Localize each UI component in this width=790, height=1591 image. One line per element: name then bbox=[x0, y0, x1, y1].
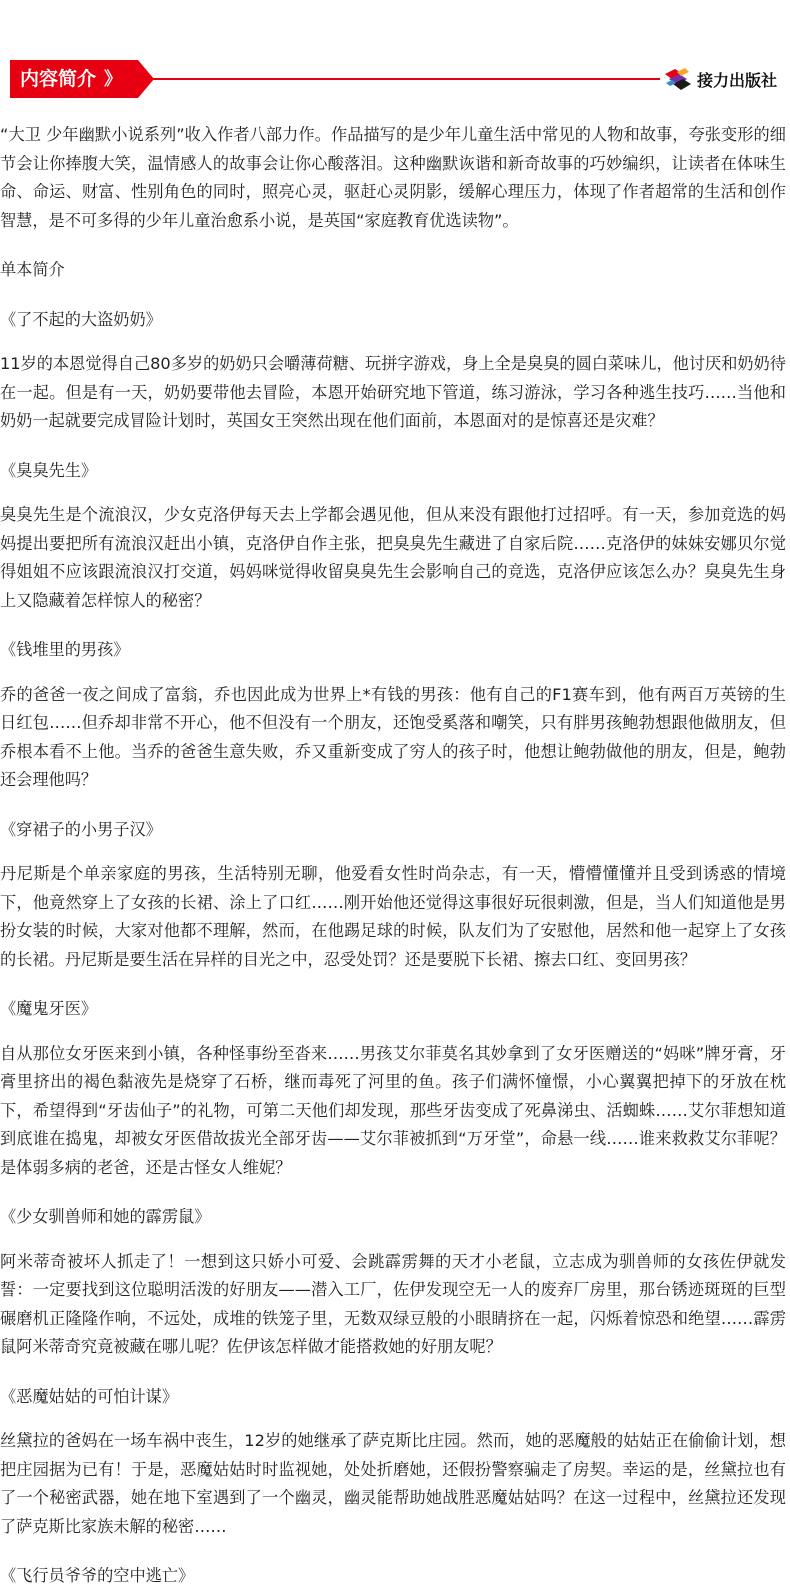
book-title: 《少女驯兽师和她的霹雳鼠》 bbox=[0, 1207, 211, 1226]
book-title: 《恶魔姑姑的可怕计谋》 bbox=[0, 1386, 179, 1406]
section-header bbox=[0, 60, 790, 98]
book-summary: 11岁的本恩觉得自己80多岁的奶奶只会嚼薄荷糖、玩拼字游戏，身上全是臭臭的圆白菜味儿，他讨厌和奶奶待在一起。但是有一天，奶奶要带他去冒险，本恩开始研究地下管道，练习游泳，学习各种逃生技巧……当他和奶奶一起就要完成冒险计划时，英国女王突然出现在他们面前，本恩面对的是惊喜还是灾难？ bbox=[0, 354, 786, 430]
publisher-name: 接力出版社 bbox=[697, 70, 778, 90]
description-body bbox=[0, 121, 786, 1591]
section-title: 内容简介 bbox=[20, 68, 97, 90]
book-title: 《臭臭先生》 bbox=[0, 460, 98, 480]
book-summary: 丝黛拉的爸妈在一场车祸中丧生，12岁的她继承了萨克斯比庄园。然而，她的恶魔般的姑姑正在偷偷计划，想把庄园据为已有！于是，恶魔姑姑时时监视她，处处折磨她，还假扮警察骗走了房契。幸运的是，丝黛拉也有了一个秘密武器，她在地下室遇到了一个幽灵，幽灵能帮助她战胜恶魔姑姑吗？在这一过程中，丝黛拉还发现了萨克斯比家族未解的秘密…… bbox=[0, 1431, 786, 1536]
book-title: 《穿裙子的小男子汉》 bbox=[0, 819, 162, 839]
book-title: 《魔鬼牙医》 bbox=[0, 999, 98, 1018]
section-label: 单本简介 bbox=[0, 260, 65, 279]
book-summary: 臭臭先生是个流浪汉，少女克洛伊每天去上学都会遇见他，但从来没有跟他打过招呼。有一天，参加竞选的妈妈提出要把所有流浪汉赶出小镇，克洛伊自作主张，把臭臭先生藏进了自家后院……克洛伊的妹妹安娜贝尔觉得姐姐不应该跟流浪汉打交道，妈妈咪觉得收留臭臭先生会影响自己的竞选，克洛伊应该怎么办？臭臭先生身上又隐藏着怎样惊人的秘密？ bbox=[0, 505, 786, 610]
double-chevron-icon: 》 bbox=[104, 69, 123, 90]
book-summary: 乔的爸爸一夜之间成了富翁，乔也因此成为世界上*有钱的男孩：他有自己的F1赛车到，他有两百万英镑的生日红包……但乔却非常不开心，他不但没有一个朋友，还饱受奚落和嘲笑，只有胖男孩鲍勃想跟他做朋友，但乔根本看不上他。当乔的爸爸生意失败，乔又重新变成了穷人的孩子时，他想让鲍勃做他的朋友，但是，鲍勃还会理他吗？ bbox=[0, 684, 786, 789]
publisher-logo bbox=[663, 66, 777, 92]
book-summary: 阿米蒂奇被坏人抓走了！一想到这只娇小可爱、会跳霹雳舞的天才小老鼠，立志成为驯兽师的女孩佐伊就发誓：一定要找到这位聪明活泼的好朋友——潜入工厂，佐伊发现空无一人的废弃厂房里，那台锈迹斑斑的巨型碾磨机正隆隆作响，不远处，成堆的铁笼子里，无数双绿豆般的小眼睛挤在一起，闪烁着惊恐和绝望……霹雳鼠阿米蒂奇究竟被藏在哪儿呢？佐伊该怎样做才能搭救她的好朋友呢？ bbox=[0, 1251, 786, 1356]
publisher-logo-icon bbox=[663, 66, 693, 92]
book-title: 《钱堆里的男孩》 bbox=[0, 640, 130, 659]
book-title: 《飞行员爷爷的空中逃亡》 bbox=[0, 1566, 195, 1585]
book-summary: 丹尼斯是个单亲家庭的男孩，生活特别无聊，他爱看女性时尚杂志，有一天，懵懵懂懂并且受到诱惑的情境下，他竟然穿上了女孩的长裙、涂上了口红……刚开始他还觉得这事很好玩很刺激，但是，当人们知道他是男扮女装的时候，大家对他都不理解，然而，在他踢足球的时候，队友们为了安慰他，居然和他一起穿上了女孩的长裙。丹尼斯是要生活在异样的目光之中，忍受处罚？还是要脱下长裙、擦去口红、变回男孩？ bbox=[0, 864, 786, 969]
book-title: 《了不起的大盗奶奶》 bbox=[0, 309, 162, 329]
series-intro: “大卫 少年幽默小说系列”收入作者八部力作。作品描写的是少年儿童生活中常见的人物和故事，夸张变形的细节会让你捧腹大笑，温情感人的故事会让你心酸落泪。这种幽默诙谐和新奇故事的巧妙编织，让读者在体味生命、命运、财富、性别角色的同时，照亮心灵，驱赶心灵阴影，缓解心理压力，体现了作者超常的生活和创作智慧，是不可多得的少年儿童治愈系小说，是英国“家庭教育优选读物”。 bbox=[0, 125, 786, 230]
book-summary: 自从那位女牙医来到小镇，各种怪事纷至沓来……男孩艾尔菲莫名其妙拿到了女牙医赠送的“妈咪”牌牙膏，牙膏里挤出的褐色黏液先是烧穿了石桥，继而毒死了河里的鱼。孩子们满怀憧憬，小心翼翼把掉下的牙放在枕下，希望得到“牙齿仙子”的礼物，可第二天他们却发现，那些牙齿变成了死鼻涕虫、活蜘蛛……艾尔菲想知道到底谁在捣鬼，却被女牙医借故拔光全部牙齿——艾尔菲被抓到“万牙堂”，命悬一线……谁来救救艾尔菲呢？是体弱多病的老爸，还是古怪女人维妮？ bbox=[0, 1043, 786, 1177]
header-rule bbox=[150, 78, 660, 80]
section-title-tag bbox=[10, 60, 138, 98]
